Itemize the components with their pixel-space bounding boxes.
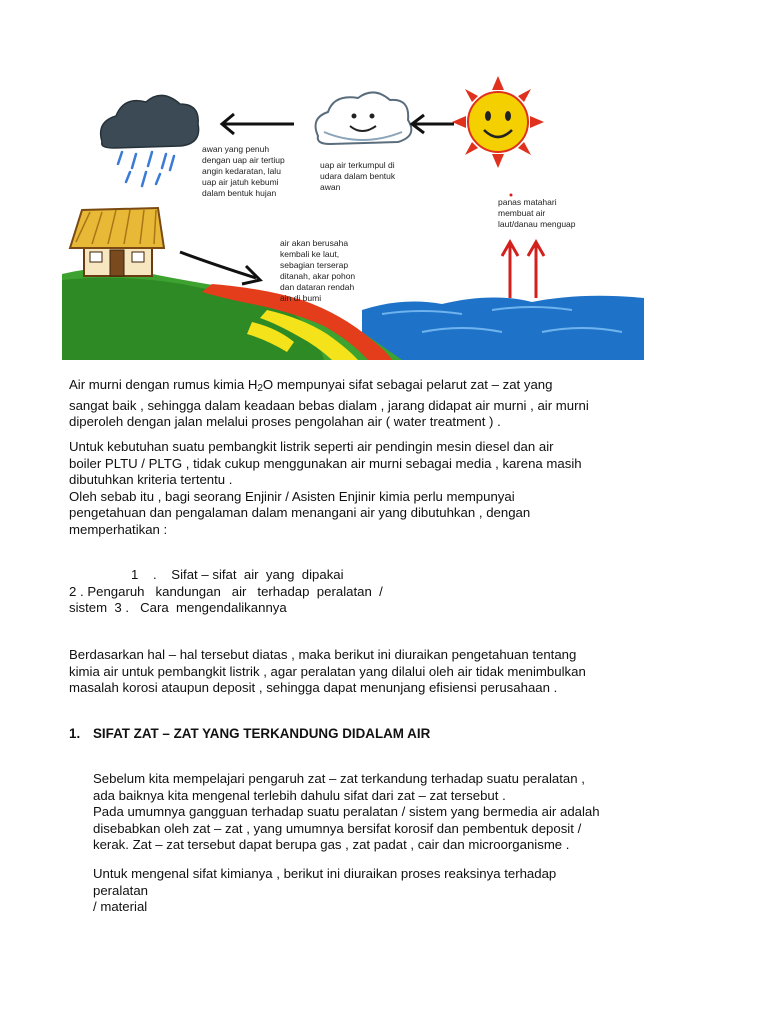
- caption-cloud: uap air terkumpul di udara dalam bentuk awan: [320, 160, 396, 192]
- basis-paragraph: Berdasarkan hal – hal tersebut diatas , maka berikut ini diuraikan pengetahuan tentang kimia air untuk pembangkit listrik , agar peralatan yang dilalui oleh air tidak menimbulkan masalah korosi ataupun deposit , sehingga dapat menunjang efisiensi perusahaan .: [69, 647, 586, 695]
- section-intro-paragraph: Sebelum kita mempelajari pengaruh zat – zat terkandung terhadap suatu peralatan , ada baiknya kita mengenal terlebih dahulu sifat dari zat – zat tersebut . Pada umumnya gangguan terhadap suatu peralatan / sistem yang bermedia air adalah disebabkan oleh zat – zat , yang umumnya bersifat korosif dan pembentuk deposit / kerak. Zat – zat tersebut dapat berupa gas , zat padat , cair dan microorganisme .: [93, 771, 600, 852]
- list-item-1: 1 . Sifat – sifat air yang dipakai: [131, 567, 344, 582]
- caption-return: air akan berusaha kembali ke laut, sebagian terserap ditanah, akar pohon dan dataran rendah ain di bumi: [280, 238, 356, 303]
- caption-rain: awan yang penuh dengan uap air tertiup angin kedaratan, lalu uap air jatuh kebumi dalam bentuk hujan: [202, 144, 285, 198]
- intro-paragraph: [69, 377, 699, 431]
- section-heading: [69, 726, 430, 741]
- requirements-paragraph: Untuk kebutuhan suatu pembangkit listrik seperti air pendingin mesin diesel dan air boiler PLTU / PLTG , tidak cukup menggunakan air murni sebagai media , karena masih dibutuhkan kriteria tertentu . Oleh sebab itu , bagi seorang Enjinir / Asisten Enjinir kimia perlu mempunyai pengetahuan dan pengalaman dalam menangani air yang dibutuhkan , dengan memperhatikan :: [69, 439, 582, 537]
- intro-line-1: Air murni dengan rumus kimia $H_2O$ mempunyai sifat sebagai pelarut zat – zat yang: [69, 377, 553, 394]
- section-number: 1.: [69, 726, 81, 741]
- list-item-2: 2 . Pengaruh kandungan air terhadap peralatan /: [69, 584, 383, 599]
- intro-line-2: sangat baik , sehingga dalam keadaan bebas dialam , jarang didapat air murni , air murni: [69, 397, 589, 413]
- intro-line-3: diperoleh dengan jalan melalui proses pengolahan air ( water treatment ) .: [69, 414, 501, 429]
- water-cycle-illustration: [62, 52, 644, 360]
- caption-sun: panas matahari membuat air laut/danau menguap: [498, 197, 576, 229]
- section-title: SIFAT ZAT – ZAT YANG TERKANDUNG DIDALAM AIR: [93, 726, 431, 741]
- chemistry-paragraph: Untuk mengenal sifat kimianya , berikut ini diuraikan proses reaksinya terhadap peralatan / material: [93, 866, 557, 914]
- list-item-3: sistem 3 . Cara mengendalikannya: [69, 600, 287, 615]
